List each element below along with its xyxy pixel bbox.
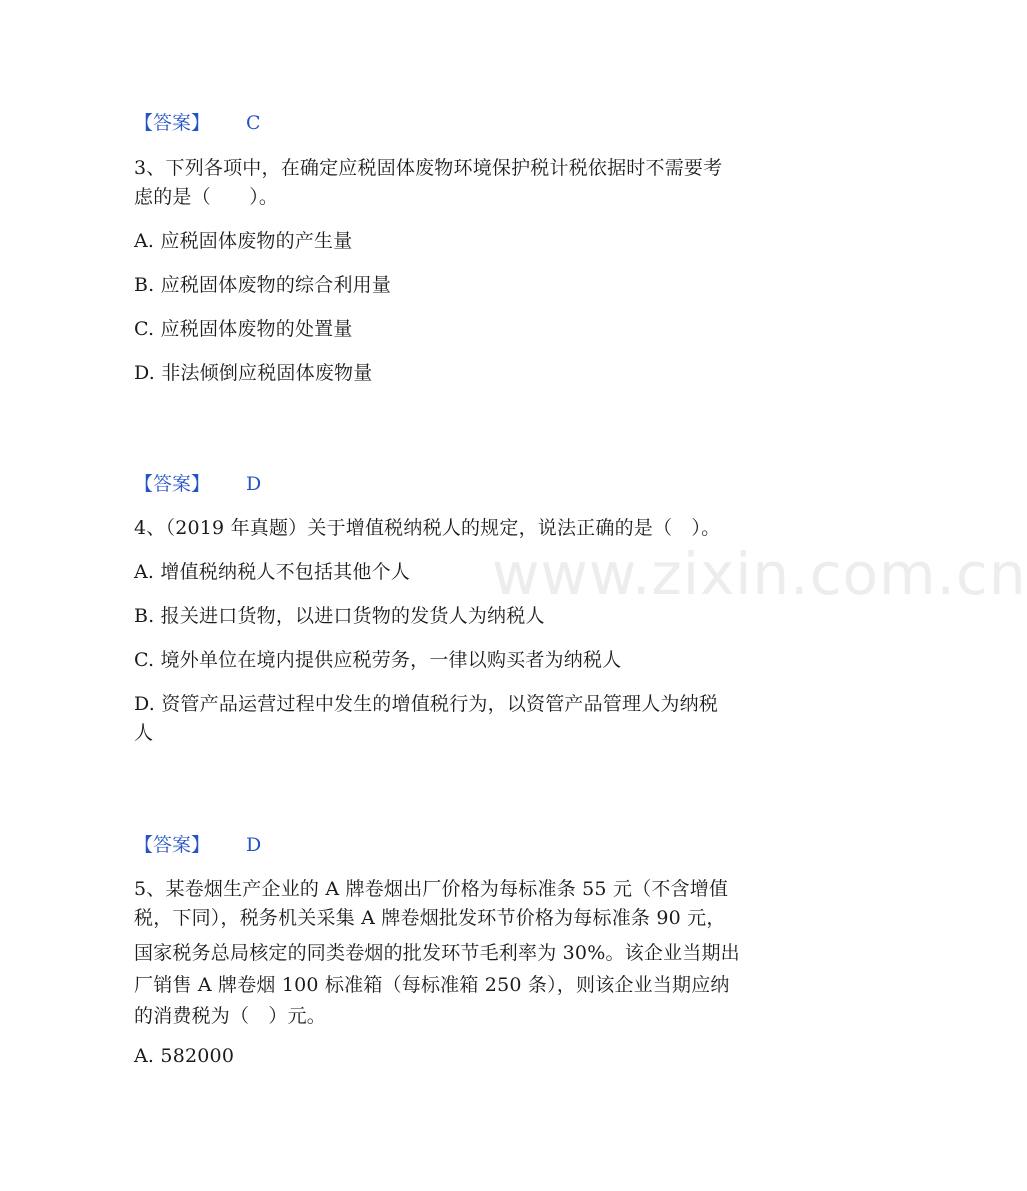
answer-line [134,110,261,136]
question-3-option-b: B. 应税固体废物的综合利用量 [134,274,392,296]
question-3-line-1: 3、下列各项中，在确定应税固体废物环境保护税计税依据时不需要考 [134,157,723,179]
question-4-option-b: B. 报关进口货物，以进口货物的发货人为纳税人 [134,605,545,627]
answer-label: 【答案】 [134,112,211,134]
question-3-option-a: A. 应税固体废物的产生量 [134,230,353,252]
answer-value: D [246,834,262,856]
question-3-option-c: C. 应税固体废物的处置量 [134,318,353,340]
answer-label: 【答案】 [134,473,211,495]
question-3-line-2: 虑的是（ ）。 [134,186,279,208]
question-5-option-a: A. 582000 [134,1045,235,1067]
question-5-line-3: 国家税务总局核定的同类卷烟的批发环节毛利率为 30%。该企业当期出 [134,942,740,964]
question-4-option-d-line-1: D. 资管产品运营过程中发生的增值税行为，以资管产品管理人为纳税 [134,693,719,715]
question-5-line-4: 厂销售 A 牌卷烟 100 标准箱（每标准箱 250 条），则该企业当期应纳 [134,974,730,996]
question-4-option-d-line-2: 人 [134,722,154,744]
question-3-option-d: D. 非法倾倒应税固体废物量 [134,362,373,384]
answer-value: C [246,112,261,134]
question-4-option-a: A. 增值税纳税人不包括其他个人 [134,561,411,583]
watermark: www.zixin.com.cn [492,540,1027,608]
question-5-line-5: 的消费税为（ ）元。 [134,1005,327,1027]
question-4-option-c: C. 境外单位在境内提供应税劳务，一律以购买者为纳税人 [134,649,622,671]
answer-line [134,471,261,497]
question-4-line-1: 4、（2019 年真题）关于增值税纳税人的规定，说法正确的是（ ）。 [134,517,721,539]
answer-value: D [246,473,262,495]
question-5-line-1: 5、某卷烟生产企业的 A 牌卷烟出厂价格为每标准条 55 元（不含增值 [134,878,729,900]
answer-line [134,832,261,858]
question-5-line-2: 税，下同），税务机关采集 A 牌卷烟批发环节价格为每标准条 90 元， [134,907,726,929]
answer-label: 【答案】 [134,834,211,856]
